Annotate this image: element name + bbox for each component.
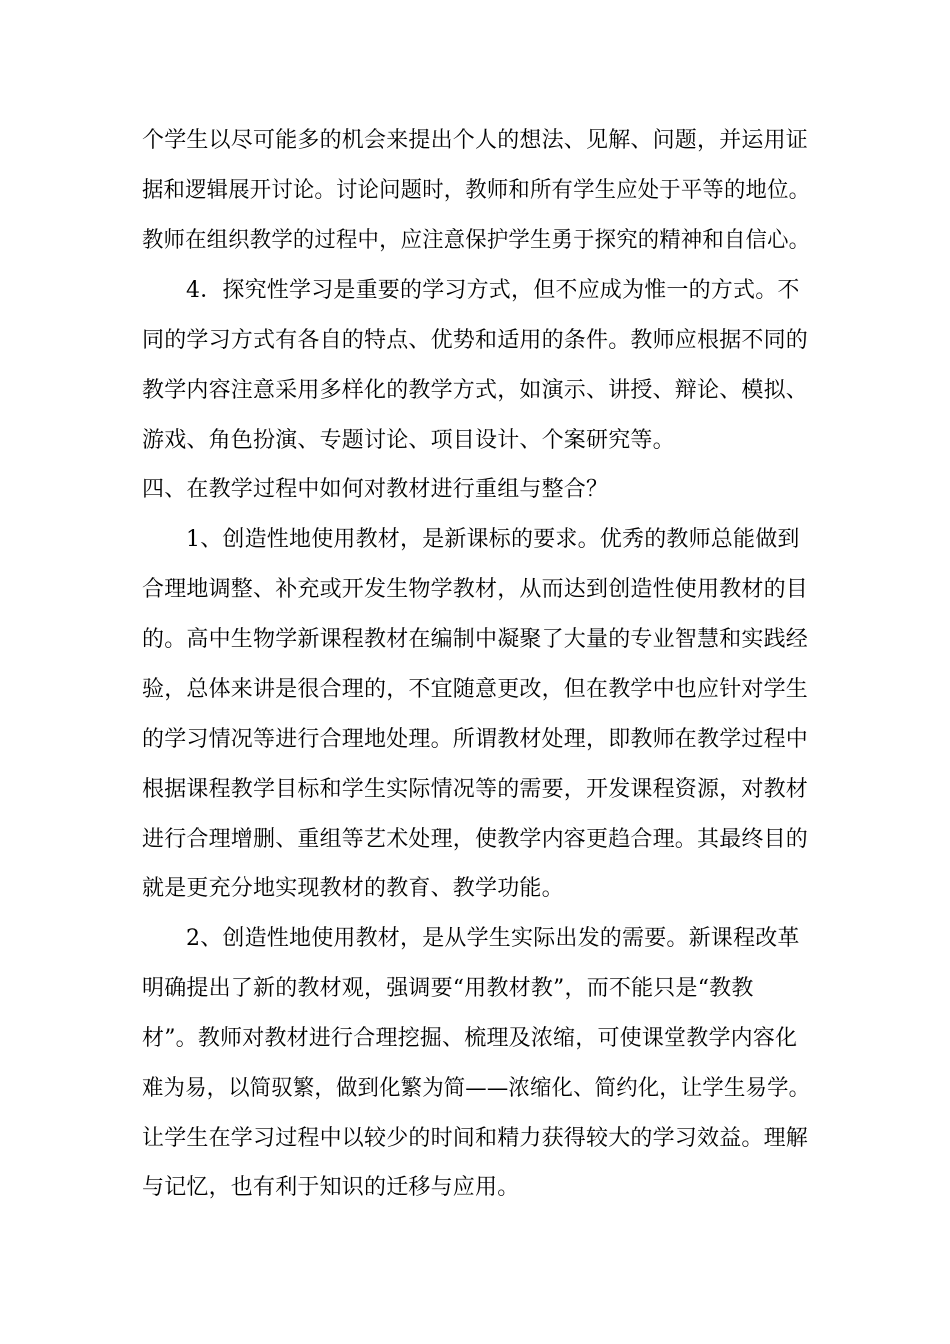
text-line: 的。高中生物学新课程教材在编制中凝聚了大量的专业智慧和实践经 (142, 627, 809, 652)
text-line: 的学习情况等进行合理地处理。所谓教材处理，即教师在教学过程中 (142, 727, 809, 752)
text-line: 与记忆，也有利于知识的迁移与应用。 (142, 1175, 520, 1200)
text-line: 游戏、角色扮演、专题讨论、项目设计、个案研究等。 (142, 428, 675, 453)
paragraph-start-line: 2、创造性地使用教材，是从学生实际出发的需要。新课程改革 (186, 926, 800, 951)
paragraph-start-line: 1、创造性地使用教材，是新课标的要求。优秀的教师总能做到 (186, 527, 800, 552)
text-line: 教师在组织教学的过程中，应注意保护学生勇于探究的精神和自信心。 (142, 228, 811, 253)
text-line: 合理地调整、补充或开发生物学教材，从而达到创造性使用教材的目 (142, 577, 809, 602)
text-line: 就是更充分地实现教材的教育、教学功能。 (142, 876, 564, 901)
text-line: 材”。教师对教材进行合理挖掘、梳理及浓缩，可使课堂教学内容化 (142, 1026, 798, 1051)
section-heading: 四、在教学过程中如何对教材进行重组与整合？ (142, 477, 609, 502)
text-line: 验，总体来讲是很合理的，不宜随意更改，但在教学中也应针对学生 (142, 677, 809, 702)
text-line: 据和逻辑展开讨论。讨论问题时，教师和所有学生应处于平等的地位。 (142, 178, 811, 203)
text-line: 难为易，以简驭繁，做到化繁为简——浓缩化、简约化，让学生易学。 (142, 1076, 811, 1101)
paragraph-start-line: 4．探究性学习是重要的学习方式，但不应成为惟一的方式。不 (186, 278, 800, 303)
text-line: 明确提出了新的教材观，强调要“用教材教”，而不能只是“教教 (142, 976, 754, 1001)
text-line: 根据课程教学目标和学生实际情况等的需要，开发课程资源，对教材 (142, 777, 809, 802)
text-line: 教学内容注意采用多样化的教学方式，如演示、讲授、辩论、模拟、 (142, 378, 809, 403)
text-line: 个学生以尽可能多的机会来提出个人的想法、见解、问题，并运用证 (142, 128, 809, 153)
text-line: 让学生在学习过程中以较少的时间和精力获得较大的学习效益。理解 (142, 1126, 809, 1151)
text-line: 同的学习方式有各自的特点、优势和适用的条件。教师应根据不同的 (142, 328, 809, 353)
text-line: 进行合理增删、重组等艺术处理，使教学内容更趋合理。其最终目的 (142, 827, 809, 852)
